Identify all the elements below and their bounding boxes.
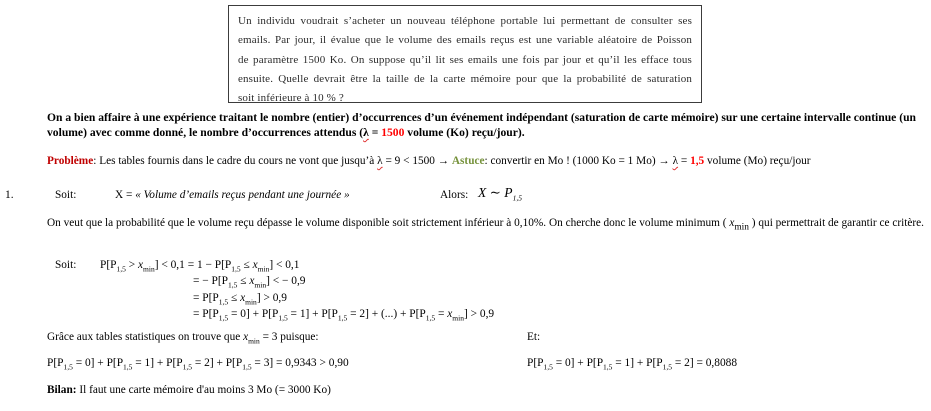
- tables-result-intro: Grâce aux tables statistiques on trouve que $x_{min} = 3$ puisque:: [47, 331, 319, 346]
- exercise-line: ensuite. Quelle devrait être la taille de la carte mémoire pour que la probabilité de saturation: [238, 72, 692, 85]
- lambda-symbol: λ: [672, 155, 679, 167]
- probleme-text: =: [678, 155, 691, 167]
- soit-label: Soit:: [55, 259, 77, 271]
- derivation-line: = $P[P_{1,5} \le x_{min}] > 0,9$: [193, 291, 287, 307]
- bilan-text: Il faut une carte mémoire d'au moins 3 Mo (= 3000 Ko): [76, 384, 331, 396]
- exercise-line: emails. Par jour, il évalue que le volume des emails reçus est une variable aléatoire de Poisson: [238, 34, 692, 47]
- exercise-statement-box: [228, 5, 702, 103]
- probleme-text: : Les tables fournis dans le cadre du cours ne vont que jusqu’à: [93, 155, 378, 167]
- derivation-line: = $P[P_{1,5} = 0] + P[P_{1,5} = 1] + P[P_{1,5} = 2]$ + (...) + $P[P_{1,5} = x_{min}] > 0,9$: [193, 308, 495, 323]
- astuce-label: Astuce: [451, 155, 485, 167]
- derivation-line: = − $P[P_{1,5} \le x_{min}]$ < − 0,9: [193, 275, 306, 290]
- probleme-line: [47, 155, 811, 167]
- list-number: 1.: [5, 189, 14, 201]
- probleme-text: : convertir en Mo ! (1000 Ko = 1 Mo) →: [484, 155, 673, 167]
- exercise-line: de paramètre 1500 Ko. On suppose qu’il lit ses emails une fois par jour et qu’il les efface tous: [238, 53, 692, 66]
- analysis-text: =: [368, 125, 382, 139]
- left-sum-formula: $P[P_{1,5} = 0] + P[P_{1,5} = 1] + P[P_{1,5} = 2] + P[P_{1,5} = 3] = 0,9343 > 0,90$: [47, 357, 349, 372]
- exercise-line: Un individu voudrait s’acheter un nouveau téléphone portable lui permettant de consulter ses: [238, 15, 692, 27]
- analysis-text: On a bien affaire à une expérience traitant le nombre (entier) d’occurrences d’un événement indépendant (saturation de carte mémoire) sur une certaine intervalle continue (un volume) avec comme donné, le nombre d’occurrences attendus (: [47, 111, 916, 139]
- analysis-paragraph: [47, 111, 925, 141]
- variable-definition: [115, 189, 350, 201]
- distribution-formula: X ∼ $P_{1,5}$: [478, 185, 522, 203]
- lambda-symbol: λ: [377, 155, 383, 167]
- alors-label: Alors:: [440, 189, 469, 201]
- right-sum-formula: $P[P_{1,5} = 0] + P[P_{1,5} = 1] + P[P_{1,5} = 2] = 0,8088$: [527, 357, 738, 372]
- criterion-paragraph: On veut que la probabilité que le volume reçu dépasse le volume disponible soit strictement inférieur à 0,10%. On cherche donc le volume minimum ( $x_{min}$ ) qui permettrait de garantir ce critère.: [47, 217, 924, 233]
- variable-description: « Volume d’emails reçus pendant une journée »: [135, 189, 350, 201]
- lambda-symbol: λ: [363, 125, 369, 139]
- probleme-text: = 9 < 1500 →: [382, 155, 452, 167]
- variable-name: X =: [115, 189, 136, 201]
- et-label: Et:: [527, 331, 541, 343]
- analysis-text: volume (Ko) reçu/jour).: [404, 125, 525, 139]
- bilan-label: Bilan:: [47, 384, 77, 396]
- lambda-value-highlight: 1500: [381, 125, 405, 139]
- lambda-converted-value: 1,5: [690, 155, 705, 167]
- probleme-text: volume (Mo) reçu/jour: [704, 155, 811, 167]
- exercise-line: soit inférieure à 10 % ?: [238, 92, 344, 105]
- bilan-line: [47, 384, 331, 396]
- soit-label: Soit:: [55, 189, 77, 201]
- probleme-label: Problème: [47, 155, 94, 167]
- derivation-line: $P[P_{1,5} > x_{min}] < 0,1 = 1 - P[P_{1,5} \le x_{min}] < 0,1$: [100, 259, 300, 274]
- derivation-block: [100, 259, 494, 325]
